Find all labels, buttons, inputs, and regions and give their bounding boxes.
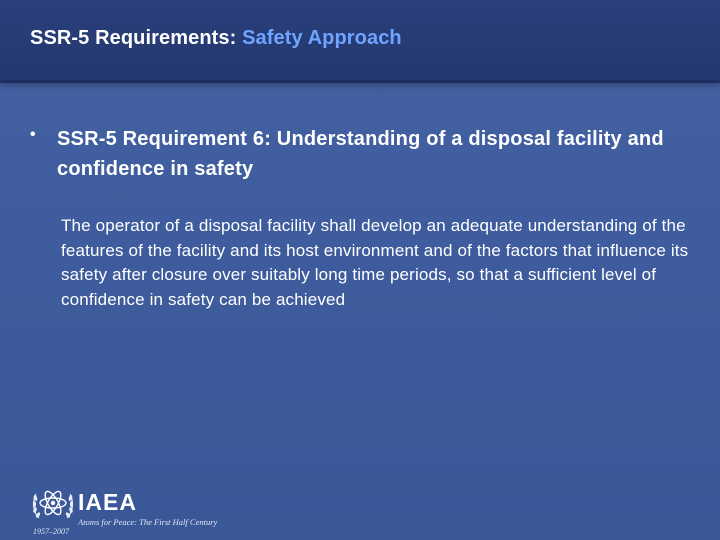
iaea-emblem-icon [30, 482, 76, 528]
slide-header [0, 0, 720, 83]
title-accent: Safety Approach [242, 27, 402, 49]
body-paragraph: The operator of a disposal facility shall develop an adequate understanding of the features of the facility and its host environment and of the factors that influence its safety after closure over suitably long time periods, so that a sufficient level of confidence in safety can be achieved [61, 216, 689, 309]
slide-title [30, 27, 402, 50]
title-prefix: SSR-5 Requirements: [30, 27, 243, 49]
logo-years: 1957–2007 [33, 527, 69, 536]
iaea-logo [30, 482, 230, 538]
logo-tagline: Atoms for Peace: The First Half Century [78, 517, 218, 527]
bullet-heading: SSR-5 Requirement 6: Understanding of a disposal facility and confidence in safety [57, 128, 664, 180]
bullet-marker: • [30, 126, 36, 143]
logo-wordmark: IAEA [78, 489, 137, 515]
